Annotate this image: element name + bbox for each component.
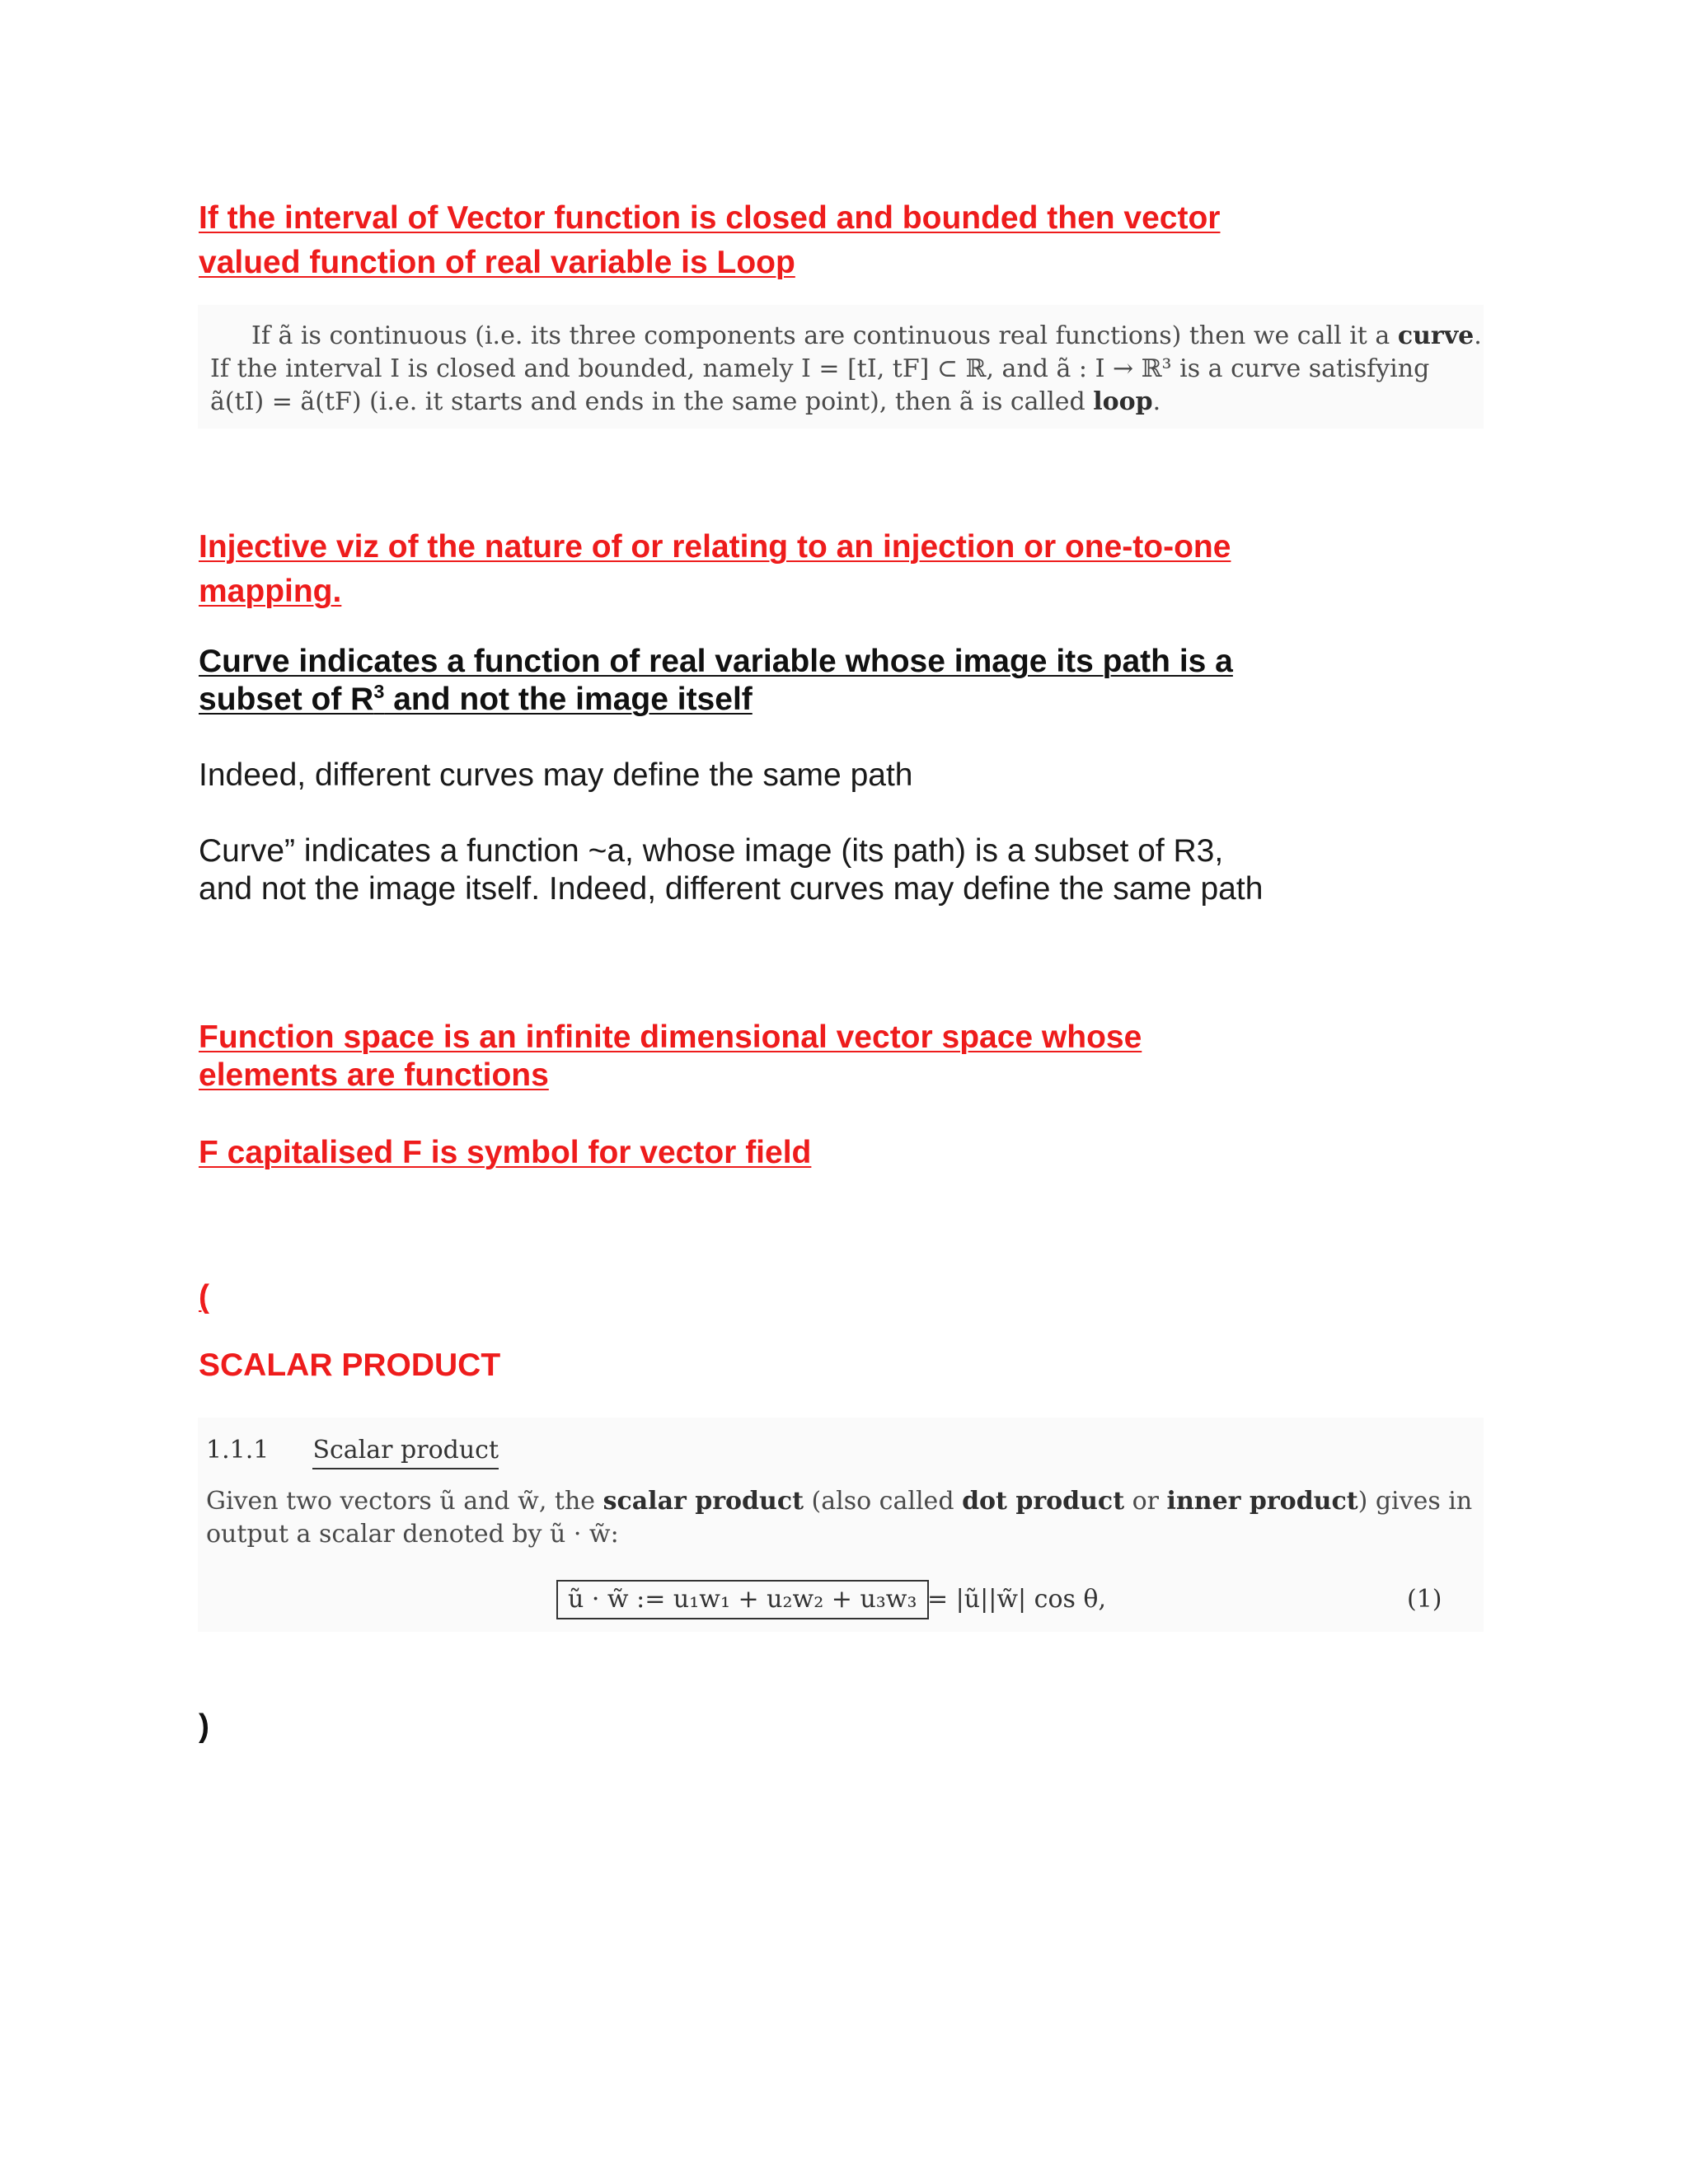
curve-excerpt-line3: ã(tI) = ã(tF) (i.e. it starts and ends in the same point), then ã is called loop. <box>210 387 1161 416</box>
equation-number: (1) <box>1407 1585 1442 1614</box>
section-title: Scalar product <box>312 1436 499 1469</box>
scalar-paragraph-line1: Given two vectors ũ and w̃, the scalar product (also called dot product or inner product) gives in <box>206 1487 1473 1516</box>
equation-boxed-part: ũ · w̃ := u₁w₁ + u₂w₂ + u₃w₃ <box>556 1580 929 1619</box>
curve-excerpt-line2: If the interval I is closed and bounded, namely I = [tI, tF] ⊂ ℝ, and ã : I → ℝ³ is a curve satisfying <box>210 354 1430 383</box>
heading-function-space: Function space is an infinite dimensional vector space whose elements are functions <box>199 1019 1142 1093</box>
heading-vector-field-symbol: F capitalised F is symbol for vector field <box>199 1135 812 1170</box>
heading-scalar-product: SCALAR PRODUCT <box>199 1347 501 1383</box>
section-number: 1.1.1 <box>206 1436 270 1465</box>
curve-excerpt-line1: If ã is continuous (i.e. its three components are continuous real functions) then we call it a curve. <box>251 321 1482 350</box>
section-heading <box>206 1436 499 1465</box>
close-parenthesis: ) <box>199 1708 209 1744</box>
heading-injective: Injective viz of the nature of or relating to an injection or one-to-one mapping. <box>199 529 1231 609</box>
text-indeed: Indeed, different curves may define the same path <box>199 757 913 793</box>
open-parenthesis: ( <box>199 1279 209 1315</box>
equation-rest: = |ũ||w̃| cos θ, <box>927 1585 1107 1614</box>
text-curve-quote: Curve” indicates a function ~a, whose image (its path) is a subset of R3, and not the image itself. Indeed, different curves may define the same path <box>199 833 1264 907</box>
heading-loop: If the interval of Vector function is closed and bounded then vector valued function of real variable is Loop <box>199 200 1221 280</box>
heading-curve-definition: Curve indicates a function of real variable whose image its path is a subset of $R^3$ and not the image itself <box>199 644 1233 717</box>
scalar-paragraph-line2: output a scalar denoted by ũ · w̃: <box>206 1520 619 1549</box>
